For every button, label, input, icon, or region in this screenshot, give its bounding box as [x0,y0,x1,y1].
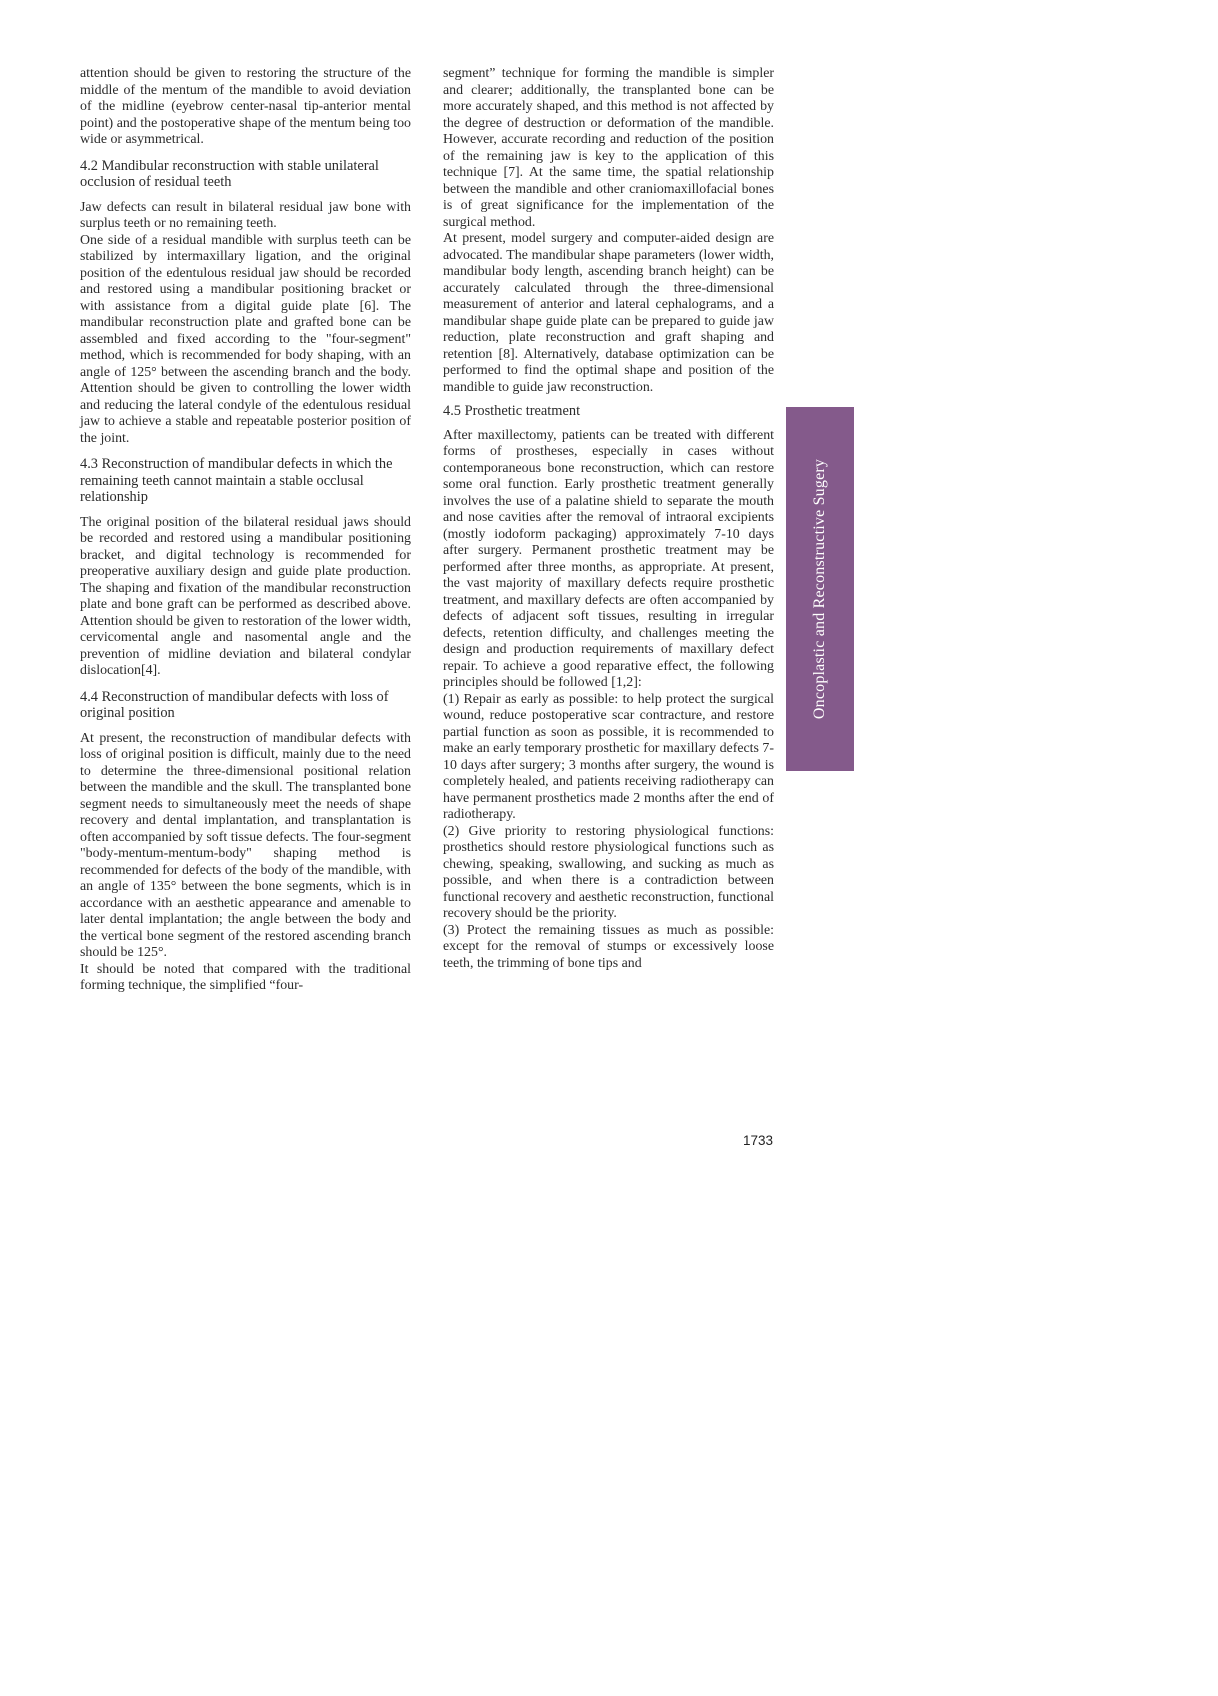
paragraph: segment” technique for forming the mandible is simpler and clearer; additionally, the transplanted bone can be more accurately shaped, and this method is not affected by the degree of destruction or deformation of the mandible. However, accurate recording and reduction of the position of the remaining jaw is key to the application of this technique [7]. At the same time, the spatial relationship between the mandible and other craniomaxillofacial bones is of great significance for the implementation of the surgical method. [443,66,774,230]
section-heading-4-3: 4.3 Reconstruction of mandibular defects in which the remaining teeth cannot maintain a stable occlusal relationship [80,456,393,505]
section-heading-4-5: 4.5 Prosthetic treatment [443,403,581,419]
page-number: 1733 [742,1133,773,1148]
paragraph: One side of a residual mandible with surplus teeth can be stabilized by intermaxillary ligation, and the original position of the edentulous residual jaw should be recorded and restored using a mandibular positioning bracket or with assistance from a digital guide plate [6]. The mandibular reconstruction plate and grafted bone can be assembled and fixed according to the "four-segment" method, which is recommended for body shaping, with an angle of 125° between the ascending branch and the body. Attention should be given to controlling the lower width and reducing the lateral condyle of the edentulous residual jaw to achieve a stable and repeatable posterior position of the joint. [80,232,411,446]
paragraph: At present, the reconstruction of mandibular defects with loss of original position is difficult, mainly due to the need to determine the three-dimensional positional relation between the mandible and the skull. The transplanted bone segment needs to simultaneously meet the needs of shape recovery and dental implantation, and transplantation is often accompanied by soft tissue defects. The four-segment "body-mentum-mentum-body" shaping method is recommended for defects of the body of the mandible, with an angle of 135° between the bone segments, which is in accordance with an aesthetic appearance and amenable to later dental implantation; the angle between the body and the vertical bone segment of the restored ascending branch should be 125°. [80,730,411,960]
paragraph: It should be noted that compared with the traditional forming technique, the simplified “four- [80,961,411,993]
paragraph: At present, model surgery and computer-aided design are advocated. The mandibular shape parameters (lower width, mandibular body length, ascending branch height) can be accurately calculated through the three-dimensional measurement of anterior and lateral cephalograms, and a mandibular shape guide plate can be prepared to guide jaw reduction, plate reconstruction and graft shaping and retention [8]. Alternatively, database optimization can be performed to find the optimal shape and position of the mandible to guide jaw reconstruction. [443,231,774,395]
paragraph: Jaw defects can result in bilateral residual jaw bone with surplus teeth or no remaining teeth. [80,199,411,231]
paragraph: (3) Protect the remaining tissues as much as possible: except for the removal of stumps or excessively loose teeth, the trimming of bone tips and [443,922,774,971]
paragraph: After maxillectomy, patients can be treated with different forms of prostheses, especially in cases without contemporaneous bone reconstruction, which can restore some oral function. Early prosthetic treatment generally involves the use of a palatine shield to separate the mouth and nose cavities after the removal of intraoral excipients (mostly iodoform packaging) approximately 7-10 days after surgery. Permanent prosthetic treatment may be performed after three months, as appropriate. At present, the vast majority of maxillary defects require prosthetic treatment, and maxillary defects are often accompanied by defects of adjacent soft tissues, resulting in irregular defects, retention difficulty, and challenges meeting the design and production requirements of maxillary defect repair. To achieve a good reparative effect, the following principles should be followed [1,2]: [443,427,774,690]
paragraph: The original position of the bilateral residual jaws should be recorded and restored using a mandibular positioning bracket, and digital technology is recommended for preoperative auxiliary design and guide plate production. The shaping and fixation of the mandibular reconstruction plate and bone graft can be performed as described above. Attention should be given to restoration of the lower width, cervicomental angle and nasomental angle and the prevention of midline deviation and bilateral condylar dislocation[4]. [80,514,411,678]
right-column [443,66,774,972]
paragraph: attention should be given to restoring the structure of the middle of the mentum of the mandible to avoid deviation of the midline (eyebrow center-nasal tip-anterior mental point) and the postoperative shape of the mentum being too wide or asymmetrical. [80,66,411,147]
journal-section-tab-label: Oncoplastic and Reconstructive Sugery [811,458,829,720]
left-column [80,66,411,995]
section-heading-4-4: 4.4 Reconstruction of mandibular defects with loss of original position [80,688,389,721]
paragraph: (2) Give priority to restoring physiological functions: prosthetics should restore physiological functions such as chewing, speaking, swallowing, and sucking as much as possible, and when there is a contradiction between functional recovery and aesthetic reconstruction, functional recovery should be the priority. [443,823,774,921]
journal-section-tab [786,407,854,771]
section-heading-4-2: 4.2 Mandibular reconstruction with stable unilateral occlusion of residual teeth [80,157,379,190]
paragraph: (1) Repair as early as possible: to help protect the surgical wound, reduce postoperative scar contracture, and restore partial function as soon as possible, it is recommended to make an early temporary prosthetic for maxillary defects 7-10 days after surgery; 3 months after surgery, the wound is completely healed, and patients receiving radiotherapy can have permanent prosthetics made 2 months after the end of radiotherapy. [443,691,774,822]
